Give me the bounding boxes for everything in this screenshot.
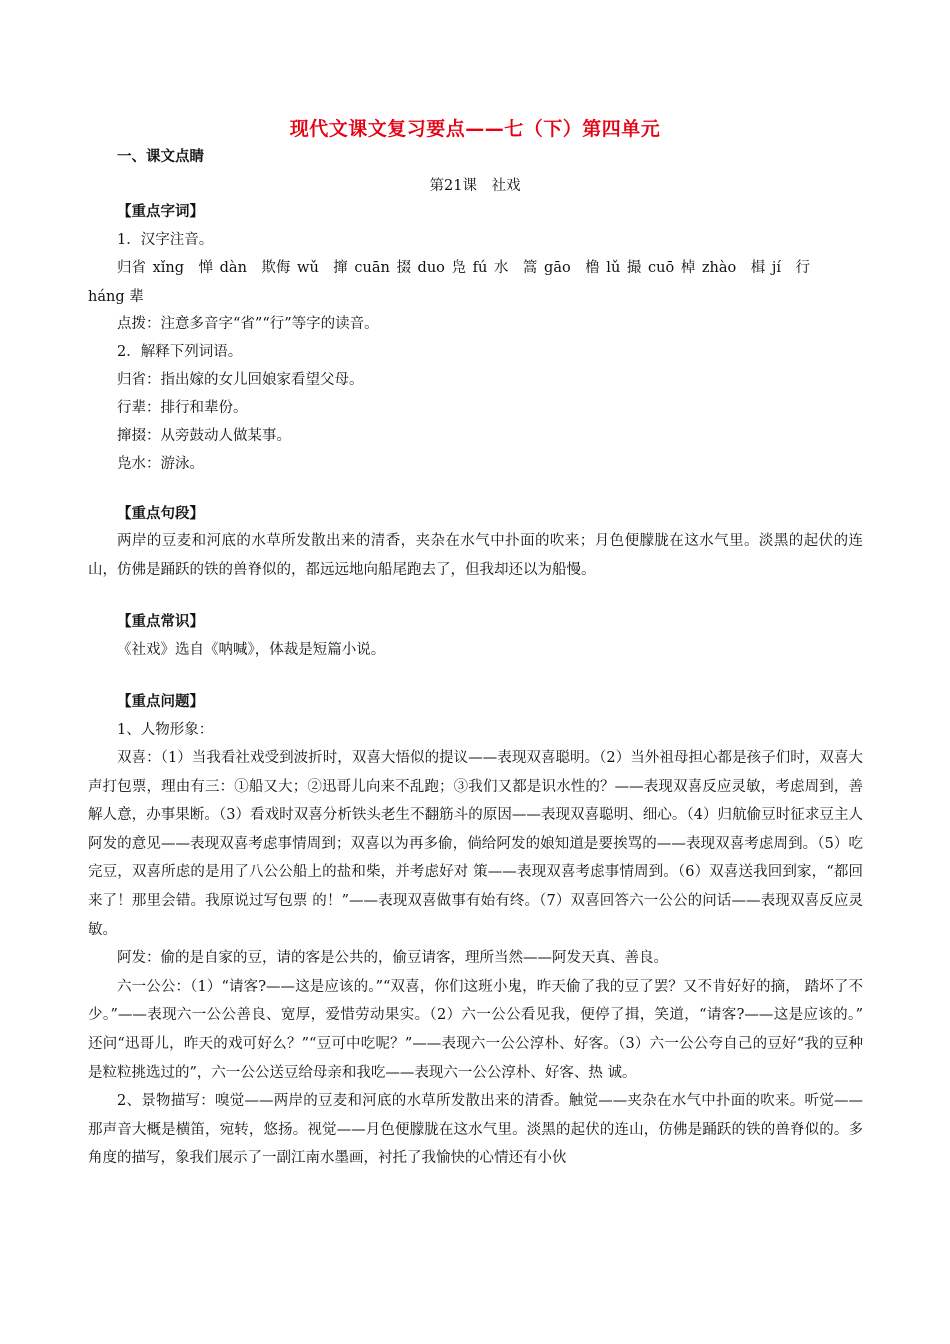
sentences-text: 两岸的豆麦和河底的水草所发散出来的清香，夹杂在水气中扑面的吹来；月色便朦胧在这水气里。淡黑的起伏的连山，仿佛是踊跃的铁的兽脊似的，都远远地向船尾跑去了，但我却还以为船慢。 <box>88 533 863 578</box>
vocab-heading: 【重点字词】 <box>117 204 204 220</box>
vocab-def-3: 撺掇：从旁鼓动人做某事。 <box>117 428 291 444</box>
page-title: 现代文课文复习要点——七（下）第四单元 <box>289 118 661 140</box>
pinyin-block <box>88 254 863 311</box>
questions-heading-block <box>117 688 863 744</box>
vocab-item-2: 2．解释下列词语。 <box>117 344 243 360</box>
vocab-block <box>117 198 863 254</box>
pinyin-line-1: 归省 xǐng 惮 dàn 欺侮 wǔ 撺 cuān 掇 duo 凫 fú 水 篙 gāo 橹 lǔ 撮 cuō 棹 zhào 楫 jí 行 <box>117 260 811 276</box>
scenery-paragraph: 2、景物描写：嗅觉——两岸的豆麦和河底的水草所发散出来的清香。触觉——夹杂在水气中扑面的吹来。听觉——那声音大概是横笛，宛转，悠扬。视觉——月色便朦胧在这水气里。淡黑的起伏的连山，仿佛是踊跃的铁的兽脊似的。多角度的描写，象我们展示了一副江南水墨画，衬托了我愉快的心情还有小伙 <box>88 1093 863 1167</box>
lesson-title: 第21课 社戏 <box>429 178 521 194</box>
pinyin-line-2: háng 辈 <box>88 288 144 305</box>
vocab-def-1: 归省：指出嫁的女儿回娘家看望父母。 <box>117 372 364 388</box>
knowledge-block <box>117 608 863 664</box>
knowledge-text: 《社戏》选自《呐喊》，体裁是短篇小说。 <box>117 642 386 658</box>
knowledge-heading: 【重点常识】 <box>117 614 204 630</box>
afa-paragraph: 阿发：偷的是自家的豆，请的客是公共的，偷豆请客，理所当然——阿发天真、善良。 <box>117 950 668 967</box>
sentences-block <box>88 527 863 584</box>
sentences-heading: 【重点句段】 <box>117 506 204 522</box>
vocab-tip: 点拨：注意多音字“省”“行”等字的读音。 <box>117 316 379 332</box>
vocab-def-2: 行辈：排行和辈份。 <box>117 400 248 416</box>
questions-item-1: 1、人物形象： <box>117 722 214 738</box>
vocab-item-1: 1．汉字注音。 <box>117 232 214 248</box>
vocab-notes <box>117 310 863 478</box>
section-heading: 一、课文点睛 <box>117 149 204 165</box>
sentences-heading-block <box>117 500 863 528</box>
questions-body <box>88 744 863 1173</box>
liuyi-paragraph: 六一公公：（1）“请客?——这是应该的。”“双喜，你们这班小鬼，昨天偷了我的豆了罢？又不肯好好的摘， 踏坏了不少。”——表现六一公公善良、宽厚，爱惜劳动果实。（2）六一公公看见我，便停了揖，笑道，“请客?——这是应该的。” 还问“迅哥儿，昨天的戏可好么？”“豆可中吃呢？”——表现六一公公淳朴、好客。（3）六一公公夸自己的豆好“我的豆种是粒粒挑选过的”，六一公公送豆给母亲和我吃——表现六一公公淳朴、好客、热 诚。 <box>88 978 863 1081</box>
shuangxi-paragraph: 双喜：（1）当我看社戏受到波折时，双喜大悟似的提议——表现双喜聪明。（2）当外祖母担心都是孩子们时，双喜大声打包票，理由有三：①船又大；②迅哥儿向来不乱跑；③我们又都是识水性的？——表现双喜反应灵敏，考虑周到，善解人意，办事果断。（3）看戏时双喜分析铁头老生不翻筋斗的原因——表现双喜聪明、细心。（4）归航偷豆时征求豆主人阿发的意见——表现双喜考虑事情周到；双喜以为再多偷，倘给阿发的娘知道是要挨骂的——表现双喜考虑周到。（5）吃完豆，双喜所虑的是用了八公公船上的盐和柴，并考虑好对 策——表现双喜考虑事情周到。（6）双喜送我回到家，“都回来了！那里会错。我原说过写包票 的！”——表现双喜做事有始有终。（7）双喜回答六一公公的问话——表现双喜反应灵敏。 <box>88 750 863 938</box>
questions-heading: 【重点问题】 <box>117 694 204 710</box>
vocab-def-4: 凫水：游泳。 <box>117 456 204 472</box>
